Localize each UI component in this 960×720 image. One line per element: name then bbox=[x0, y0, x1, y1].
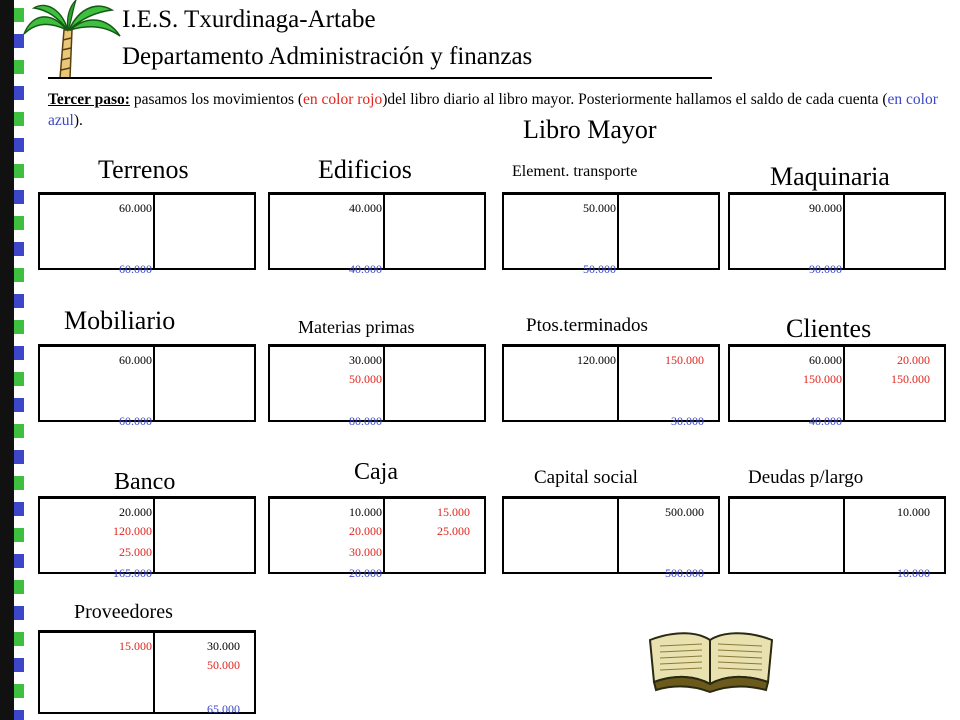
debit-entry: 60.000 bbox=[119, 201, 152, 215]
debit-entry: 40.000 bbox=[349, 201, 382, 215]
intro-red-text: en color rojo bbox=[303, 91, 383, 108]
school-title: I.E.S. Txurdinaga-Artabe bbox=[122, 6, 376, 33]
account-rule bbox=[38, 344, 40, 422]
account-rule bbox=[38, 496, 256, 499]
account-rule bbox=[268, 192, 270, 270]
account-edificios bbox=[268, 152, 486, 276]
debit-entry: 10.000 bbox=[349, 505, 382, 519]
account-rule bbox=[728, 496, 946, 499]
debit-entry: 150.000 bbox=[803, 372, 842, 386]
account-rule bbox=[944, 192, 946, 270]
account-rule bbox=[728, 192, 946, 195]
debit-entry: 20.000 bbox=[349, 524, 382, 538]
account-rule bbox=[268, 496, 486, 499]
debit-entry: 50.000 bbox=[583, 262, 616, 276]
header-divider bbox=[48, 77, 712, 79]
account-title: Clientes bbox=[786, 314, 872, 343]
debit-entry: 60.000 bbox=[119, 353, 152, 367]
credit-entry: 65.000 bbox=[207, 702, 240, 716]
account-rule bbox=[254, 192, 256, 270]
account-rule bbox=[268, 344, 486, 347]
account-rule bbox=[38, 192, 40, 270]
ledger-title: Libro Mayor bbox=[523, 115, 657, 144]
account-rule bbox=[38, 630, 40, 714]
account-title: Capital social bbox=[534, 467, 638, 488]
debit-entry: 30.000 bbox=[349, 545, 382, 559]
credit-entry: 500.000 bbox=[665, 505, 704, 519]
account-rule bbox=[484, 192, 486, 270]
account-rule bbox=[502, 496, 720, 499]
account-rule bbox=[728, 192, 730, 270]
debit-entry: 90.000 bbox=[809, 201, 842, 215]
account-title: Proveedores bbox=[74, 601, 173, 623]
intro-text-c: ). bbox=[73, 112, 83, 129]
credit-entry: 15.000 bbox=[437, 505, 470, 519]
account-title: Terrenos bbox=[98, 155, 189, 184]
account-rule bbox=[484, 496, 486, 574]
account-rule bbox=[617, 344, 619, 422]
account-maquinaria bbox=[728, 152, 946, 276]
account-rule bbox=[728, 344, 730, 422]
account-rule bbox=[502, 344, 504, 422]
debit-entry: 15.000 bbox=[119, 639, 152, 653]
account-rule bbox=[268, 344, 270, 422]
intro-text-a: pasamos los movimientos ( bbox=[129, 91, 304, 108]
debit-entry: 30.000 bbox=[349, 353, 382, 367]
account-rule bbox=[944, 496, 946, 574]
account-title: Deudas p/largo bbox=[748, 467, 864, 488]
account-rule bbox=[728, 496, 730, 574]
debit-entry: 20.000 bbox=[119, 505, 152, 519]
debit-entry: 25.000 bbox=[119, 545, 152, 559]
account-rule bbox=[383, 344, 385, 422]
intro-label: Tercer paso: bbox=[48, 91, 130, 108]
account-rule bbox=[617, 496, 619, 574]
account-title: Banco bbox=[114, 469, 176, 495]
account-rule bbox=[718, 192, 720, 270]
account-capital-social bbox=[502, 456, 720, 580]
account-rule bbox=[617, 192, 619, 270]
account-title: Caja bbox=[354, 459, 398, 485]
account-title: Materias primas bbox=[298, 317, 415, 337]
account-rule bbox=[153, 630, 155, 714]
account-materias-primas bbox=[268, 304, 486, 428]
debit-entry: 40.000 bbox=[349, 262, 382, 276]
account-deudas-p-largo bbox=[728, 456, 946, 580]
credit-entry: 25.000 bbox=[437, 524, 470, 538]
credit-entry: 150.000 bbox=[665, 353, 704, 367]
account-caja bbox=[268, 456, 486, 580]
account-title: Edificios bbox=[318, 155, 412, 184]
account-banco bbox=[38, 456, 256, 580]
account-rule bbox=[843, 496, 845, 574]
account-rule bbox=[38, 344, 256, 347]
account-rule bbox=[38, 192, 256, 195]
account-rule bbox=[843, 344, 845, 422]
account-rule bbox=[502, 496, 504, 574]
credit-entry: 500.000 bbox=[665, 566, 704, 580]
debit-entry: 80.000 bbox=[349, 414, 382, 428]
debit-entry: 60.000 bbox=[119, 414, 152, 428]
debit-entry: 50.000 bbox=[583, 201, 616, 215]
debit-entry: 50.000 bbox=[349, 372, 382, 386]
account-rule bbox=[38, 496, 40, 574]
debit-entry: 60.000 bbox=[809, 353, 842, 367]
intro-paragraph bbox=[48, 89, 948, 131]
account-rule bbox=[718, 496, 720, 574]
open-book-icon bbox=[646, 626, 776, 696]
account-rule bbox=[944, 344, 946, 422]
debit-entry: 40.000 bbox=[809, 414, 842, 428]
account-rule bbox=[153, 344, 155, 422]
account-rule bbox=[718, 344, 720, 422]
credit-entry: 30.000 bbox=[671, 414, 704, 428]
credit-entry: 50.000 bbox=[207, 658, 240, 672]
palm-tree-icon bbox=[20, 0, 124, 80]
debit-entry: 120.000 bbox=[113, 524, 152, 538]
account-title: Maquinaria bbox=[770, 162, 890, 191]
account-rule bbox=[268, 496, 270, 574]
credit-entry: 20.000 bbox=[897, 353, 930, 367]
account-rule bbox=[254, 344, 256, 422]
account-rule bbox=[502, 192, 504, 270]
account-ptos-terminados bbox=[502, 304, 720, 428]
account-clientes bbox=[728, 304, 946, 428]
intro-blue-text: en color azul bbox=[48, 91, 938, 129]
intro-text-b: )del libro diario al libro mayor. Posteriormente hallamos el saldo de cada cuenta ( bbox=[382, 91, 888, 108]
account-rule bbox=[254, 496, 256, 574]
credit-entry: 10.000 bbox=[897, 505, 930, 519]
account-terrenos bbox=[38, 152, 256, 276]
account-rule bbox=[843, 192, 845, 270]
account-rule bbox=[383, 192, 385, 270]
account-rule bbox=[502, 344, 720, 347]
account-rule bbox=[254, 630, 256, 714]
account-element-transporte bbox=[502, 152, 720, 276]
account-rule bbox=[502, 192, 720, 195]
debit-entry: 90.000 bbox=[809, 262, 842, 276]
department-title: Departamento Administración y finanzas bbox=[122, 43, 533, 70]
debit-entry: 20.000 bbox=[349, 566, 382, 580]
credit-entry: 30.000 bbox=[207, 639, 240, 653]
account-rule bbox=[268, 192, 486, 195]
account-title: Element. transporte bbox=[512, 163, 638, 180]
debit-entry: 60.000 bbox=[119, 262, 152, 276]
account-mobiliario bbox=[38, 304, 256, 428]
account-rule bbox=[728, 344, 946, 347]
debit-entry: 165.000 bbox=[113, 566, 152, 580]
debit-entry: 120.000 bbox=[577, 353, 616, 367]
account-rule bbox=[153, 192, 155, 270]
account-rule bbox=[153, 496, 155, 574]
account-title: Mobiliario bbox=[64, 306, 176, 335]
credit-entry: 10.000 bbox=[897, 566, 930, 580]
account-rule bbox=[38, 630, 256, 633]
credit-entry: 150.000 bbox=[891, 372, 930, 386]
account-rule bbox=[484, 344, 486, 422]
account-title: Ptos.terminados bbox=[526, 315, 648, 336]
account-proveedores bbox=[38, 590, 256, 714]
account-rule bbox=[383, 496, 385, 574]
